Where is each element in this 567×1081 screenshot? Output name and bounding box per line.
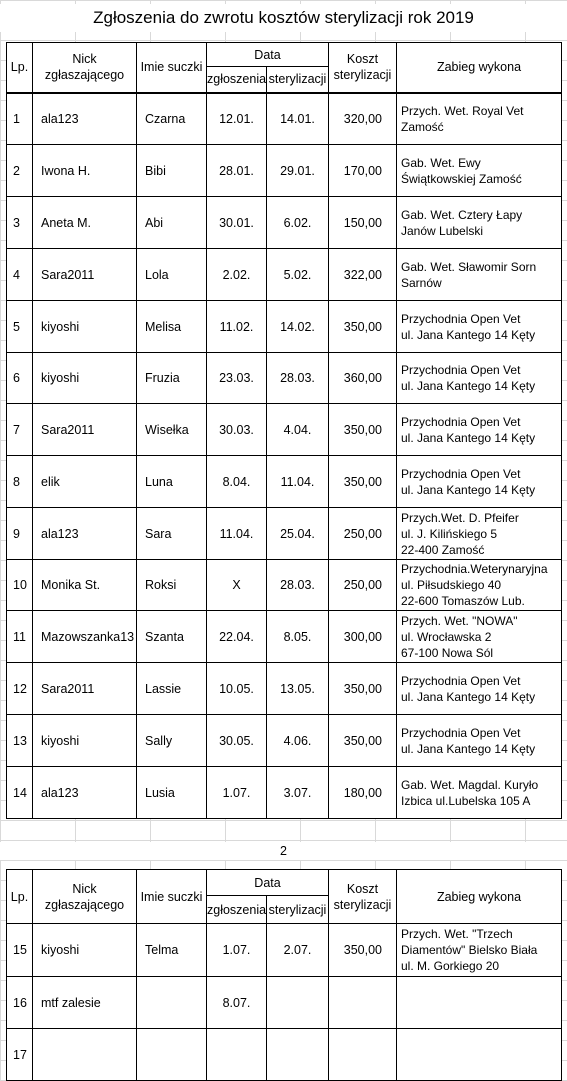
cell-zgloszenia: 28.01. [207,145,267,197]
zabieg-line: Przychodnia Open Vet [401,311,521,326]
cell-zgloszenia: 12.01. [207,93,267,145]
cell-lp: 11 [7,611,33,663]
cell-zabieg [397,560,562,611]
col-header-data: Data [207,870,329,896]
cell-sterylizacji: 28.03. [267,560,329,611]
cell-imie: Sara [137,508,207,560]
cell-koszt [329,1029,397,1081]
cell-imie: Roksi [137,560,207,611]
cell-imie: Fruzia [137,353,207,404]
cell-zabieg [397,456,562,508]
cell-sterylizacji: 4.06. [267,715,329,767]
cell-zabieg [397,93,562,145]
zabieg-line: ul. Jana Kantego 14 Kęty [401,327,536,342]
zabieg-line: Izbica ul.Lubelska 105 A [401,793,531,808]
cell-nick: kiyoshi [33,353,137,404]
cell-imie: Szanta [137,611,207,663]
cell-nick: Sara2011 [33,249,137,301]
cell-sterylizacji: 14.01. [267,93,329,145]
cell-imie: Sally [137,715,207,767]
cell-koszt: 250,00 [329,508,397,560]
table-row [7,404,562,456]
cell-nick: elik [33,456,137,508]
zabieg-line: Sarnów [401,275,442,290]
col-header-sterylizacji: sterylizacji [267,896,329,924]
cell-koszt: 170,00 [329,145,397,197]
zabieg-line: 22-600 Tomaszów Lub. [401,594,525,608]
cell-zgloszenia: 2.02. [207,249,267,301]
cell-sterylizacji [267,1029,329,1081]
table-row [7,663,562,715]
cell-nick: Sara2011 [33,663,137,715]
zabieg-line: ul. Jana Kantego 14 Kęty [401,379,536,393]
cell-lp: 9 [7,508,33,560]
zabieg-line: 67-100 Nowa Sól [401,645,494,660]
cell-imie: Abi [137,197,207,249]
col-header-zabieg: Zabieg wykona [397,43,562,93]
cell-nick: Iwona H. [33,145,137,197]
cell-lp: 2 [7,145,33,197]
cell-zgloszenia: 23.03. [207,353,267,404]
zabieg-line: ul. Jana Kantego 14 Kęty [401,689,536,704]
table-row [7,249,562,301]
zabieg-line: Gab. Wet. Ewy [401,155,481,170]
cell-koszt: 180,00 [329,767,397,819]
col-header-zgloszenia: zgłoszenia [207,67,267,93]
cell-zabieg [397,611,562,663]
cell-nick: Monika St. [33,560,137,611]
cell-lp: 10 [7,560,33,611]
cell-lp: 13 [7,715,33,767]
zabieg-line: Przychodnia.Weterynaryjna [401,562,548,576]
cell-zgloszenia: 30.01. [207,197,267,249]
cell-koszt: 350,00 [329,663,397,715]
cell-zabieg [397,197,562,249]
cell-zabieg [397,924,562,977]
cell-nick [33,1029,137,1081]
zabieg-line: Przychodnia Open Vet [401,725,521,740]
table-row [7,301,562,353]
zabieg-line: Świątkowskiej Zamość [401,171,522,186]
cell-zabieg [397,145,562,197]
registration-table-page-1 [6,42,562,819]
cell-nick: Sara2011 [33,404,137,456]
cell-imie [137,977,207,1029]
col-header-koszt: Koszt sterylizacji [329,43,397,93]
cell-zgloszenia [207,1029,267,1081]
cell-zgloszenia: X [207,560,267,611]
col-header-zabieg: Zabieg wykona [397,870,562,924]
cell-nick: kiyoshi [33,924,137,977]
col-header-nick: Nick zgłaszającego [33,870,137,924]
cell-sterylizacji: 4.04. [267,404,329,456]
zabieg-line: Przychodnia Open Vet [401,363,521,377]
cell-imie: Czarna [137,93,207,145]
cell-lp: 6 [7,353,33,404]
cell-nick: ala123 [33,93,137,145]
cell-koszt: 350,00 [329,404,397,456]
zabieg-line: Przychodnia Open Vet [401,673,521,688]
zabieg-line: Diamentów" Bielsko Biała [401,943,538,957]
cell-zabieg [397,249,562,301]
zabieg-line: Przychodnia Open Vet [401,414,521,429]
cell-nick: Aneta M. [33,197,137,249]
zabieg-line: Przych. Wet. "NOWA" [401,613,518,628]
col-header-imie: Imie suczki [137,870,207,924]
cell-sterylizacji: 11.04. [267,456,329,508]
cell-sterylizacji: 29.01. [267,145,329,197]
zabieg-line: ul. M. Gorkiego 20 [401,959,500,973]
col-header-sterylizacji: sterylizacji [267,67,329,93]
zabieg-line: ul. Piłsudskiego 40 [401,578,502,592]
cell-zabieg [397,767,562,819]
cell-koszt: 300,00 [329,611,397,663]
cell-zgloszenia: 8.07. [207,977,267,1029]
col-header-nick: Nick zgłaszającego [33,43,137,93]
cell-zgloszenia: 11.04. [207,508,267,560]
table-row [7,977,562,1029]
cell-nick: kiyoshi [33,715,137,767]
cell-koszt: 320,00 [329,93,397,145]
zabieg-line: Gab. Wet. Sławomir Sorn [401,259,537,274]
zabieg-line: ul. Wrocławska 2 [401,629,492,644]
zabieg-line: Gab. Wet. Cztery Łapy [401,207,523,222]
cell-zabieg [397,301,562,353]
zabieg-line: ul. Jana Kantego 14 Kęty [401,430,536,445]
cell-zgloszenia: 30.05. [207,715,267,767]
cell-zgloszenia: 22.04. [207,611,267,663]
cell-zabieg [397,508,562,560]
table-row [7,456,562,508]
table-row [7,1029,562,1081]
cell-imie: Lassie [137,663,207,715]
zabieg-line: ul. J. Kilińskiego 5 [401,526,498,541]
zabieg-line: 22-400 Zamość [401,542,485,557]
table-row [7,924,562,977]
cell-nick: mtf zalesie [33,977,137,1029]
cell-lp: 17 [7,1029,33,1081]
cell-nick: ala123 [33,767,137,819]
cell-nick: Mazowszanka13 [33,611,137,663]
table-row [7,715,562,767]
table-row [7,611,562,663]
zabieg-line: ul. Jana Kantego 14 Kęty [401,482,536,497]
cell-koszt: 350,00 [329,301,397,353]
cell-koszt: 350,00 [329,715,397,767]
cell-koszt: 322,00 [329,249,397,301]
cell-zgloszenia: 10.05. [207,663,267,715]
cell-imie [137,1029,207,1081]
cell-sterylizacji: 3.07. [267,767,329,819]
zabieg-line: Przychodnia Open Vet [401,466,521,481]
cell-imie: Luna [137,456,207,508]
zabieg-line: Gab. Wet. Magdal. Kuryło [401,777,539,792]
cell-lp: 7 [7,404,33,456]
cell-lp: 12 [7,663,33,715]
cell-lp: 5 [7,301,33,353]
table-row [7,93,562,145]
cell-imie: Wisełka [137,404,207,456]
table-row [7,560,562,611]
col-header-zgloszenia: zgłoszenia [207,896,267,924]
cell-zgloszenia: 8.04. [207,456,267,508]
cell-koszt: 150,00 [329,197,397,249]
cell-imie: Lola [137,249,207,301]
cell-sterylizacji: 14.02. [267,301,329,353]
cell-sterylizacji: 8.05. [267,611,329,663]
cell-koszt: 360,00 [329,353,397,404]
cell-zabieg [397,404,562,456]
table-row [7,353,562,404]
cell-zabieg [397,663,562,715]
cell-sterylizacji [267,977,329,1029]
cell-lp: 1 [7,93,33,145]
zabieg-line: Zamość [401,119,444,134]
cell-sterylizacji: 6.02. [267,197,329,249]
document-title: Zgłoszenia do zwrotu kosztów sterylizacji rok 2019 [0,4,567,32]
cell-lp: 4 [7,249,33,301]
cell-zabieg [397,715,562,767]
cell-sterylizacji: 5.02. [267,249,329,301]
table-row [7,145,562,197]
col-header-data: Data [207,43,329,67]
cell-lp: 15 [7,924,33,977]
col-header-imie: Imie suczki [137,43,207,93]
cell-imie: Lusia [137,767,207,819]
cell-lp: 14 [7,767,33,819]
cell-lp: 16 [7,977,33,1029]
table-row [7,197,562,249]
cell-imie: Bibi [137,145,207,197]
cell-imie: Telma [137,924,207,977]
cell-sterylizacji: 2.07. [267,924,329,977]
cell-koszt: 350,00 [329,456,397,508]
zabieg-line: Przych. Wet. Royal Vet [401,103,524,118]
zabieg-line: Przych. Wet. "Trzech [401,927,513,941]
cell-imie: Melisa [137,301,207,353]
cell-koszt [329,977,397,1029]
cell-lp: 8 [7,456,33,508]
zabieg-line: ul. Jana Kantego 14 Kęty [401,741,536,756]
zabieg-line: Przych.Wet. D. Pfeifer [401,510,519,525]
col-header-koszt: Koszt sterylizacji [329,870,397,924]
cell-sterylizacji: 25.04. [267,508,329,560]
col-header-lp: Lp. [7,870,33,924]
cell-koszt: 350,00 [329,924,397,977]
page-number: 2 [0,842,567,860]
cell-zabieg [397,1029,562,1081]
cell-sterylizacji: 28.03. [267,353,329,404]
cell-zgloszenia: 30.03. [207,404,267,456]
cell-sterylizacji: 13.05. [267,663,329,715]
cell-zgloszenia: 1.07. [207,924,267,977]
cell-zgloszenia: 1.07. [207,767,267,819]
cell-zabieg [397,977,562,1029]
cell-nick: kiyoshi [33,301,137,353]
table-row [7,508,562,560]
registration-table-page-2 [6,869,562,1081]
table-row [7,767,562,819]
cell-zabieg [397,353,562,404]
cell-nick: ala123 [33,508,137,560]
col-header-lp: Lp. [7,43,33,93]
cell-zgloszenia: 11.02. [207,301,267,353]
cell-koszt: 250,00 [329,560,397,611]
cell-lp: 3 [7,197,33,249]
zabieg-line: Janów Lubelski [401,223,484,238]
